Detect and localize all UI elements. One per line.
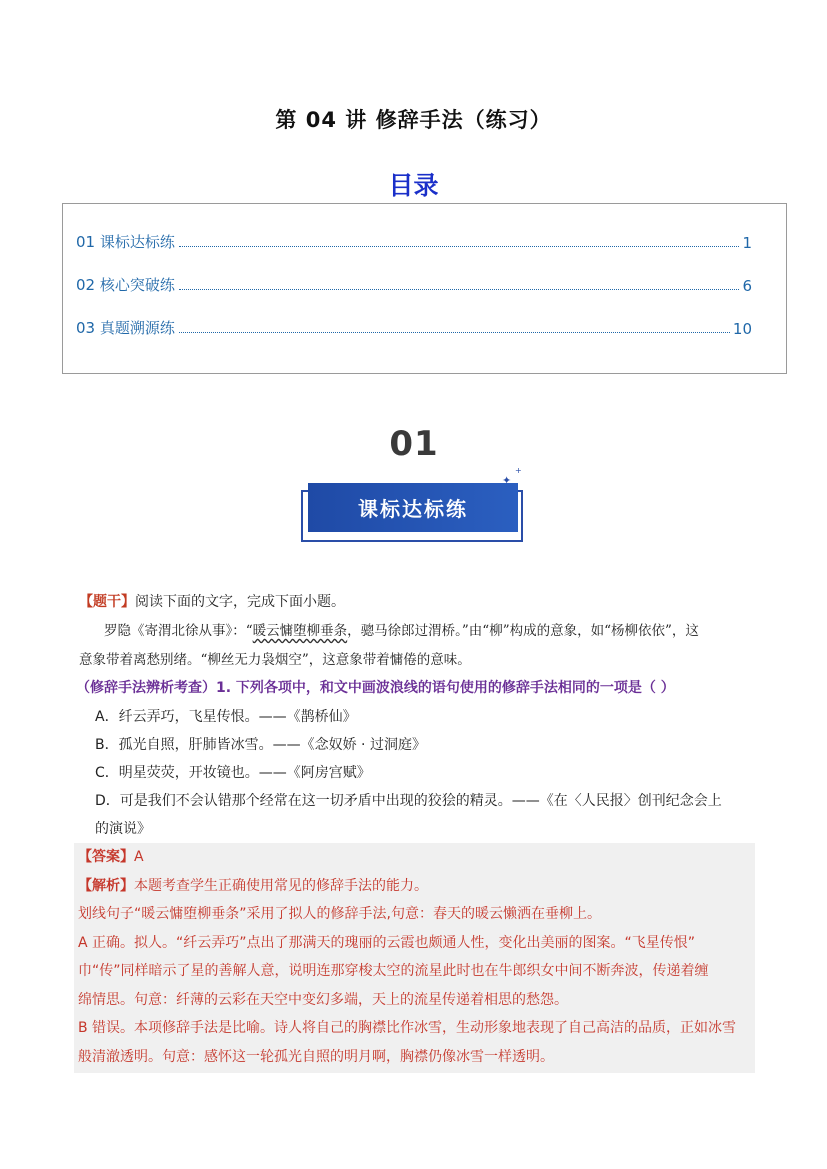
passage-line-2: 意象带着离愁别绪。“柳丝无力袅烟空”，这意象带着慵倦的意味。	[79, 652, 471, 668]
toc-item-1[interactable]	[76, 230, 752, 252]
toc-item-page: 10	[732, 320, 752, 338]
passage-text: ，骢马徐郎过渭桥。”由“柳”构成的意象，如“杨柳依依”，这	[347, 623, 699, 639]
toc-leader-dots	[179, 289, 740, 290]
analysis-paragraph: 绵情思。句意：纤薄的云彩在天空中变幻多端，天上的流星传递着相思的愁怨。	[78, 991, 568, 1008]
wavy-underlined-sentence: 暖云慵堕柳垂条	[252, 623, 348, 639]
option-d-continued: 的演说》	[95, 821, 151, 837]
option-a[interactable]: A．纤云弄巧，飞星传恨。——《鹊桥仙》	[95, 709, 357, 725]
answer-line	[78, 843, 755, 872]
question-stem	[79, 588, 759, 616]
sparkle-icon: +	[515, 466, 522, 475]
option-b[interactable]: B．孤光自照，肝肺皆冰雪。——《念奴娇 · 过洞庭》	[95, 737, 426, 753]
passage	[104, 617, 756, 645]
stem-text: 阅读下面的文字，完成下面小题。	[135, 594, 345, 610]
option-c[interactable]: C．明星荧荧，开妆镜也。——《阿房宫赋》	[95, 765, 371, 781]
answer-panel	[74, 843, 755, 1073]
analysis-text: 本题考查学生正确使用常见的修辞手法的能力。	[134, 877, 428, 894]
toc-leader-dots	[179, 332, 730, 333]
section-badge	[299, 424, 529, 548]
analysis-paragraph: 巾“传”同样暗示了星的善解人意，说明连那穿梭太空的流星此时也在牛郎织女中间不断奔波，传递着缠	[78, 963, 709, 979]
analysis-paragraph: 划线句子“暖云慵堕柳垂条”采用了拟人的修辞手法,句意：春天的暖云懒洒在垂柳上。	[78, 906, 601, 922]
analysis-paragraph: B 错误。本项修辞手法是比喻。诗人将自己的胸襟比作冰雪，生动形象地表现了自己高洁的品质，正如冰雪	[78, 1020, 737, 1036]
stem-tag: 【题干】	[79, 594, 135, 610]
toc-item-page: 6	[742, 277, 752, 295]
toc-leader-dots	[179, 246, 740, 247]
analysis-line	[78, 872, 755, 901]
passage-text: 罗隐《寄渭北徐从事》：“	[104, 623, 253, 639]
table-of-contents	[62, 203, 787, 374]
question-prompt: （修辞手法辨析考查）1. 下列各项中，和文中画波浪线的语句使用的修辞手法相同的一项是（ ）	[76, 680, 675, 696]
section-number: 01	[389, 424, 439, 464]
toc-item-3[interactable]	[76, 316, 752, 338]
analysis-paragraph: A 正确。拟人。“纤云弄巧”点出了那满天的瑰丽的云霞也颇通人性，变化出美丽的图案。“飞星传恨”	[78, 934, 696, 951]
option-d[interactable]: D．可是我们不会认错那个经常在这一切矛盾中出现的狡狯的精灵。——《在〈人民报〉创刊纪念会上	[95, 793, 722, 809]
page-title: 第 04 讲 修辞手法（练习）	[275, 108, 552, 132]
toc-item-2[interactable]	[76, 273, 752, 295]
sparkle-icon: ✦	[502, 474, 512, 487]
answer-value: A	[134, 849, 144, 865]
answer-tag: 【答案】	[78, 849, 134, 865]
toc-item-label: 03 真题溯源练	[76, 319, 175, 337]
analysis-tag: 【解析】	[78, 877, 134, 894]
analysis-paragraph: 般清澈透明。句意：感怀这一轮孤光自照的明月啊，胸襟仍像冰雪一样透明。	[78, 1048, 554, 1065]
section-title: 课标达标练	[308, 483, 518, 532]
toc-item-page: 1	[742, 234, 752, 252]
toc-heading: 目录	[388, 171, 439, 200]
toc-item-label: 01 课标达标练	[76, 233, 175, 251]
toc-item-label: 02 核心突破练	[76, 276, 175, 294]
